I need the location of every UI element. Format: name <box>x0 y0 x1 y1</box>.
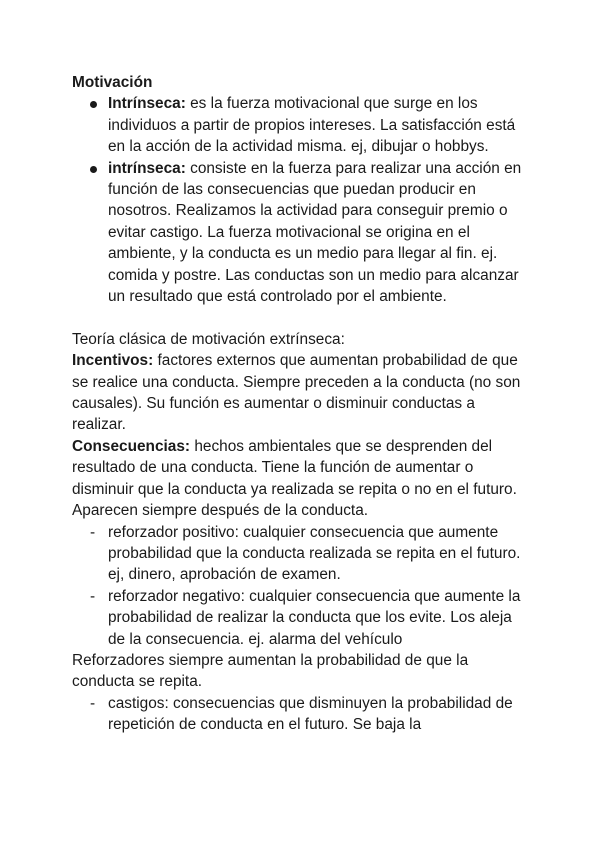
paragraph-gap <box>72 307 532 328</box>
castigos-list <box>72 693 532 736</box>
list-item: - reforzador positivo: cualquier consecuencia que aumente probabilidad que la conducta realizada se repita en el futuro. ej, dinero, aprobación de examen. <box>72 522 532 586</box>
term-incentivos: Incentivos: <box>72 352 154 370</box>
definition-text: consiste en la fuerza para realizar una acción en función de las consecuencias que puedan producir en nosotros. Realizamos la actividad para conseguir premio o evitar castigo. La fuerza motivacional se origina en el ambiente, y la conducta es un medio para llegar al fin. ej. comida y postre. Las conductas son un medio para alcanzar un resultado que está controlado por el ambiente. <box>108 159 522 306</box>
list-item: - reforzador negativo: cualquier consecuencia que aumente la probabilidad de realizar la conducta que los evite. Los aleja de la consecuencia. ej. alarma del vehículo <box>72 586 532 650</box>
consecuencias-paragraph <box>72 436 532 522</box>
theory-heading: Teoría clásica de motivación extrínseca: <box>72 330 345 348</box>
term-consecuencias: Consecuencias: <box>72 437 191 455</box>
term-extrinseca: intrínseca: <box>108 159 186 177</box>
definition-text: factores externos que aumentan probabilidad de que se realice una conducta. Siempre preceden a la conducta (no son causales). Su función es aumentar o disminuir conductas a realizar. <box>72 352 521 434</box>
reforzadores-note: Reforzadores siempre aumentan la probabilidad de que la conducta se repita. <box>72 651 469 691</box>
document-body <box>72 72 532 736</box>
definition-text: hechos ambientales que se desprenden del resultado de una conducta. Tiene la función de aumentar o disminuir que la conducta ya realizada se repita o no en el futuro. Aparecen siempre después de la conducta. <box>72 437 517 520</box>
list-item <box>72 93 532 157</box>
section-title: Motivación <box>72 74 153 91</box>
term-intrinseca: Intrínseca: <box>108 95 186 113</box>
reforzadores-list <box>72 522 532 650</box>
motivation-list <box>72 93 532 307</box>
list-item <box>72 158 532 308</box>
incentivos-paragraph <box>72 350 532 436</box>
list-item: - castigos: consecuencias que disminuyen la probabilidad de repetición de conducta en el futuro. Se baja la <box>72 693 532 736</box>
definition-text: es la fuerza motivacional que surge en los individuos a partir de propios intereses. La satisfacción está en la acción de la actividad misma. ej, dibujar o hobbys. <box>108 95 516 156</box>
